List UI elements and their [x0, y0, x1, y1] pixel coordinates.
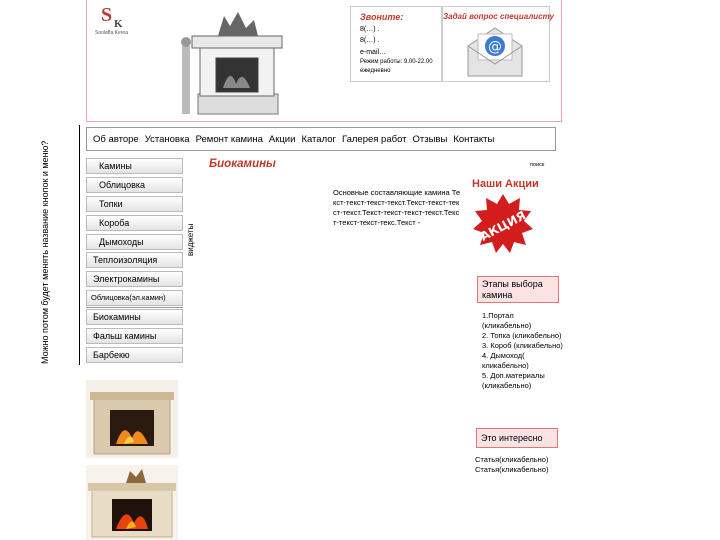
- sidebar-item-chimneys[interactable]: Дымоходы: [86, 234, 183, 250]
- header-fireplace-illustration: [178, 6, 288, 118]
- work-days: ежедневно: [360, 68, 391, 74]
- phone-1[interactable]: 8(…) .: [360, 26, 380, 33]
- body-text: Основные составляющие камина Текст-текст-текст-текст.Текст-текст-текст-текст.Текст-текст-текст-текст.Текст-текст-текст-текс.Текст -: [333, 188, 461, 227]
- interesting-header: Это интересно: [476, 428, 558, 448]
- step-portal[interactable]: 1.Портал (кликабельно): [482, 311, 532, 330]
- nav-repair[interactable]: Ремонт камина: [195, 133, 263, 145]
- article-link[interactable]: Статья(кликабельно): [475, 465, 549, 474]
- main-nav: [86, 127, 556, 151]
- step-chimney[interactable]: 4. Дымоход( кликабельно): [482, 351, 529, 370]
- logo-letter-s[interactable]: S: [101, 4, 113, 26]
- page-title: Биокамины: [209, 158, 276, 170]
- sidebar-item-electric-cladding[interactable]: Облицовка(эл.камин): [86, 290, 183, 306]
- step-materials[interactable]: 5. Доп.материалы (кликабельно): [482, 371, 545, 390]
- sidebar-item-fake[interactable]: Фальш камины: [86, 328, 183, 344]
- sidebar-item-insulation[interactable]: Теплоизоляция: [86, 252, 183, 268]
- widgets-label: виджеты: [186, 223, 195, 256]
- step-firebox[interactable]: 2. Топка (кликабельно): [482, 331, 562, 340]
- side-note-divider: [79, 125, 80, 365]
- nav-contacts[interactable]: Контакты: [453, 133, 495, 145]
- nav-gallery[interactable]: Галерея работ: [341, 133, 407, 145]
- promo-badge[interactable]: [472, 192, 534, 254]
- nav-install[interactable]: Установка: [144, 133, 190, 145]
- side-note: Можно потом будет менять название кнопок и меню?: [40, 140, 50, 364]
- sidebar-item-fireboxes[interactable]: Топки: [86, 196, 183, 212]
- ask-specialist-title[interactable]: Задай вопрос специалисту: [443, 12, 555, 21]
- sidebar-separator: [86, 307, 183, 308]
- articles-list: [475, 455, 565, 475]
- promotions-title[interactable]: Наши Акции: [472, 178, 539, 190]
- svg-text:@: @: [488, 39, 502, 55]
- work-hours: Режим работы: 9.00-22.00: [360, 59, 433, 65]
- sidebar-item-bbq[interactable]: Барбекю: [86, 347, 183, 363]
- mail-at-icon[interactable]: [466, 24, 524, 78]
- phone-2[interactable]: 8(…) .: [360, 37, 380, 44]
- sidebar-item-bio[interactable]: Биокамины: [86, 309, 183, 325]
- article-link[interactable]: Статья(кликабельно): [475, 455, 549, 464]
- nav-reviews[interactable]: Отзывы: [412, 133, 448, 145]
- fireplace-photo-2[interactable]: [86, 465, 178, 540]
- fireplace-photo-1[interactable]: [86, 380, 178, 458]
- nav-about[interactable]: Об авторе: [93, 133, 139, 145]
- nav-promotions[interactable]: Акции: [268, 133, 296, 145]
- logo-caption: Soolaffa Kereа: [95, 30, 128, 36]
- sidebar-item-cladding[interactable]: Облицовка: [86, 177, 183, 193]
- contact-title: Звоните:: [360, 12, 404, 22]
- logo-letter-k[interactable]: K: [114, 18, 123, 30]
- sidebar-item-electric[interactable]: Электрокамины: [86, 271, 183, 287]
- promo-badge-text: АКЦИЯ: [477, 208, 529, 244]
- search-link[interactable]: поиск: [530, 162, 545, 168]
- steps-header: Этапы выбора камина: [477, 276, 559, 303]
- nav-catalog[interactable]: Каталог: [301, 133, 336, 145]
- step-box[interactable]: 3. Короб (кликабельно): [482, 341, 563, 350]
- sidebar-item-boxes[interactable]: Короба: [86, 215, 183, 231]
- email-link[interactable]: e-mail…: [360, 49, 387, 56]
- sidebar-item-fireplaces[interactable]: Камины: [86, 158, 183, 174]
- steps-list: [482, 311, 564, 391]
